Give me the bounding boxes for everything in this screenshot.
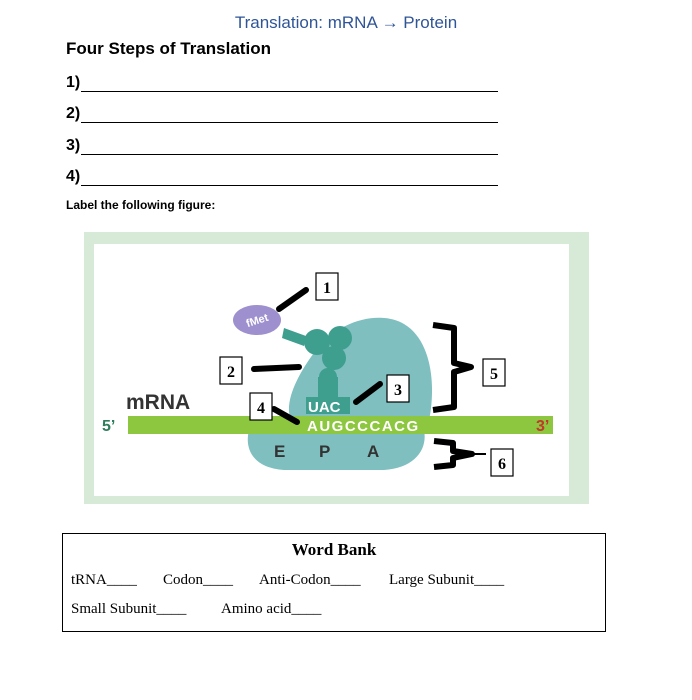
p-site-label: P [319,442,331,461]
word-bank-item: Codon____ [163,572,234,588]
anticodon-text: UAC [308,399,341,416]
label-box-2[interactable] [220,357,242,384]
three-prime-label: 3’ [536,418,550,435]
svg-text:6: 6 [498,456,506,473]
word-bank-title: Word Bank [291,540,377,559]
answer-line[interactable] [81,185,498,186]
page-title: Translation: mRNA → Protein [234,13,458,32]
step-4 [66,168,498,188]
a-site-label: A [367,442,380,461]
svg-text:5: 5 [490,366,498,383]
step-1 [66,74,498,94]
label-box-4[interactable] [250,393,272,420]
word-bank-item: Amino acid____ [221,601,322,617]
svg-text:4: 4 [257,400,265,417]
step-2 [66,105,498,125]
translation-figure [84,232,589,504]
step-number: 2) [66,105,81,122]
word-bank-item: Small Subunit____ [71,601,187,617]
figure-instruction: Label the following figure: [66,198,216,212]
answer-line[interactable] [81,154,498,155]
answer-line[interactable] [81,122,498,123]
step-number: 1) [66,74,81,91]
word-bank [62,533,606,632]
step-3 [66,137,498,157]
answer-line[interactable] [81,91,498,92]
pointer-line-2 [254,367,299,369]
label-box-5[interactable] [483,359,505,386]
section-subtitle: Four Steps of Translation [66,39,271,58]
svg-text:3: 3 [394,382,402,399]
svg-text:2: 2 [227,364,235,381]
label-box-1[interactable] [316,273,338,300]
svg-text:1: 1 [323,280,331,297]
word-bank-item: Large Subunit____ [389,572,505,588]
step-number: 3) [66,137,81,154]
mrna-label: mRNA [126,391,191,414]
word-bank-item: Anti-Codon____ [259,572,361,588]
fmet-label: fMet [244,311,270,331]
label-box-6[interactable] [491,449,513,476]
word-bank-item: tRNA____ [71,572,137,588]
label-box-3[interactable] [387,375,409,402]
translation-diagram [84,232,589,504]
step-number: 4) [66,168,81,185]
five-prime-label: 5’ [102,418,116,435]
e-site-label: E [274,442,286,461]
codon-sequence: AUGCCCACG [307,418,420,435]
